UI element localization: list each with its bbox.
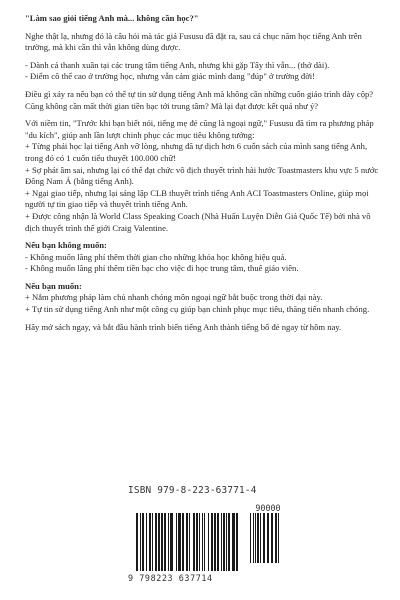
cover-text: [25, 13, 381, 339]
story-intro: Với niềm tin, "Trước khi bạn biết nói, tiếng mẹ đẻ cũng là ngoại ngữ," Fususu đã tìm ra phương pháp "du kích", giúp anh lần lượt chinh phục các mục tiêu không tưởng:: [25, 118, 374, 140]
blurb-title: "Làm sao giỏi tiếng Anh mà... không cần học?": [25, 13, 199, 23]
want-section: [25, 281, 381, 316]
list-item: + Sợ phát âm sai, nhưng lại có thể đạt chức vô địch thuyết trình hài hước Toastmasters khu vực 5 nước Đông Nam Á (bằng tiếng Anh).: [25, 164, 379, 187]
list-item: + Ngại giao tiếp, nhưng lại sáng lập CLB thuyết trình tiếng Anh ACI Toastmasters Online, giúp mọi người tự tin giao tiếp và thuyết trình tiếng Anh.: [25, 187, 369, 210]
isbn-barcode-block: [128, 485, 283, 585]
isbn-text: ISBN 979-8-223-63771-4: [128, 485, 257, 496]
list-item: + Tự tin sử dụng tiếng Anh như một công cụ giúp bạn chinh phục mục tiêu, thăng tiến nhanh chóng.: [25, 304, 370, 315]
price-code: 90000: [255, 503, 281, 513]
list-item: - Không muốn lãng phí thêm thời gian cho những khóa học không hiệu quả.: [25, 251, 287, 262]
barcode-bars-icon: [136, 513, 279, 571]
achievement-list: [25, 118, 381, 234]
barcode-number: 9 798223 637714: [128, 573, 213, 583]
list-item: + Được công nhận là World Class Speaking Coach (Nhà Huấn Luyện Diễn Giả Quốc Tế) bởi nhà vô địch thuyết trình thế giới Craig Valentine.: [25, 210, 371, 233]
not-want-section: [25, 240, 381, 275]
question-paragraph: Điều gì xảy ra nếu bạn có thể tự tin sử dụng tiếng Anh mà không cần những cuốn giáo trình dày cộp? Cũng không cần mất thời gian tiền bạc tới trung tâm? Mà lại đạt được kết quả như ý?: [25, 88, 374, 111]
list-item: - Điểm cô thể cao ở trường học, nhưng vẫn cảm giác mình đang "đúp" ở trường đời!: [25, 71, 315, 82]
list-item: - Dành cả thanh xuân tại các trung tâm tiếng Anh, nhưng khi gặp Tây thì vẫn... (thở dài).: [25, 59, 330, 70]
section-heading: Nếu bạn muốn:: [25, 280, 82, 291]
problem-list: [25, 60, 381, 83]
section-heading: Nếu bạn không muốn:: [25, 240, 107, 251]
list-item: - Không muốn lãng phí thêm tiền bạc cho việc đi học trung tâm, thuê giáo viên.: [25, 263, 299, 274]
intro-paragraph: Nghe thật lạ, nhưng đó là câu hỏi mà tác giả Fususu đã đặt ra, sau cả chục năm học tiếng Anh trên trường, mà khi cần thì vẫn không dùng được.: [25, 30, 362, 53]
list-item: + Từng phải học lại tiếng Anh vỡ lòng, nhưng đã tự dịch hơn 6 cuốn sách của mình sang tiếng Anh, trong đó có 1 cuốn tiểu thuyết 100.000 chữ!: [25, 141, 368, 163]
barcode-image: [128, 513, 283, 573]
call-to-action: Hãy mở sách ngay, và bắt đầu hành trình biến tiếng Anh thành tiếng bố đẻ ngay từ hôm nay.: [25, 321, 342, 332]
list-item: + Nắm phương pháp làm chủ nhanh chóng môn ngoại ngữ bắt buộc trong thời đại này.: [25, 292, 323, 303]
